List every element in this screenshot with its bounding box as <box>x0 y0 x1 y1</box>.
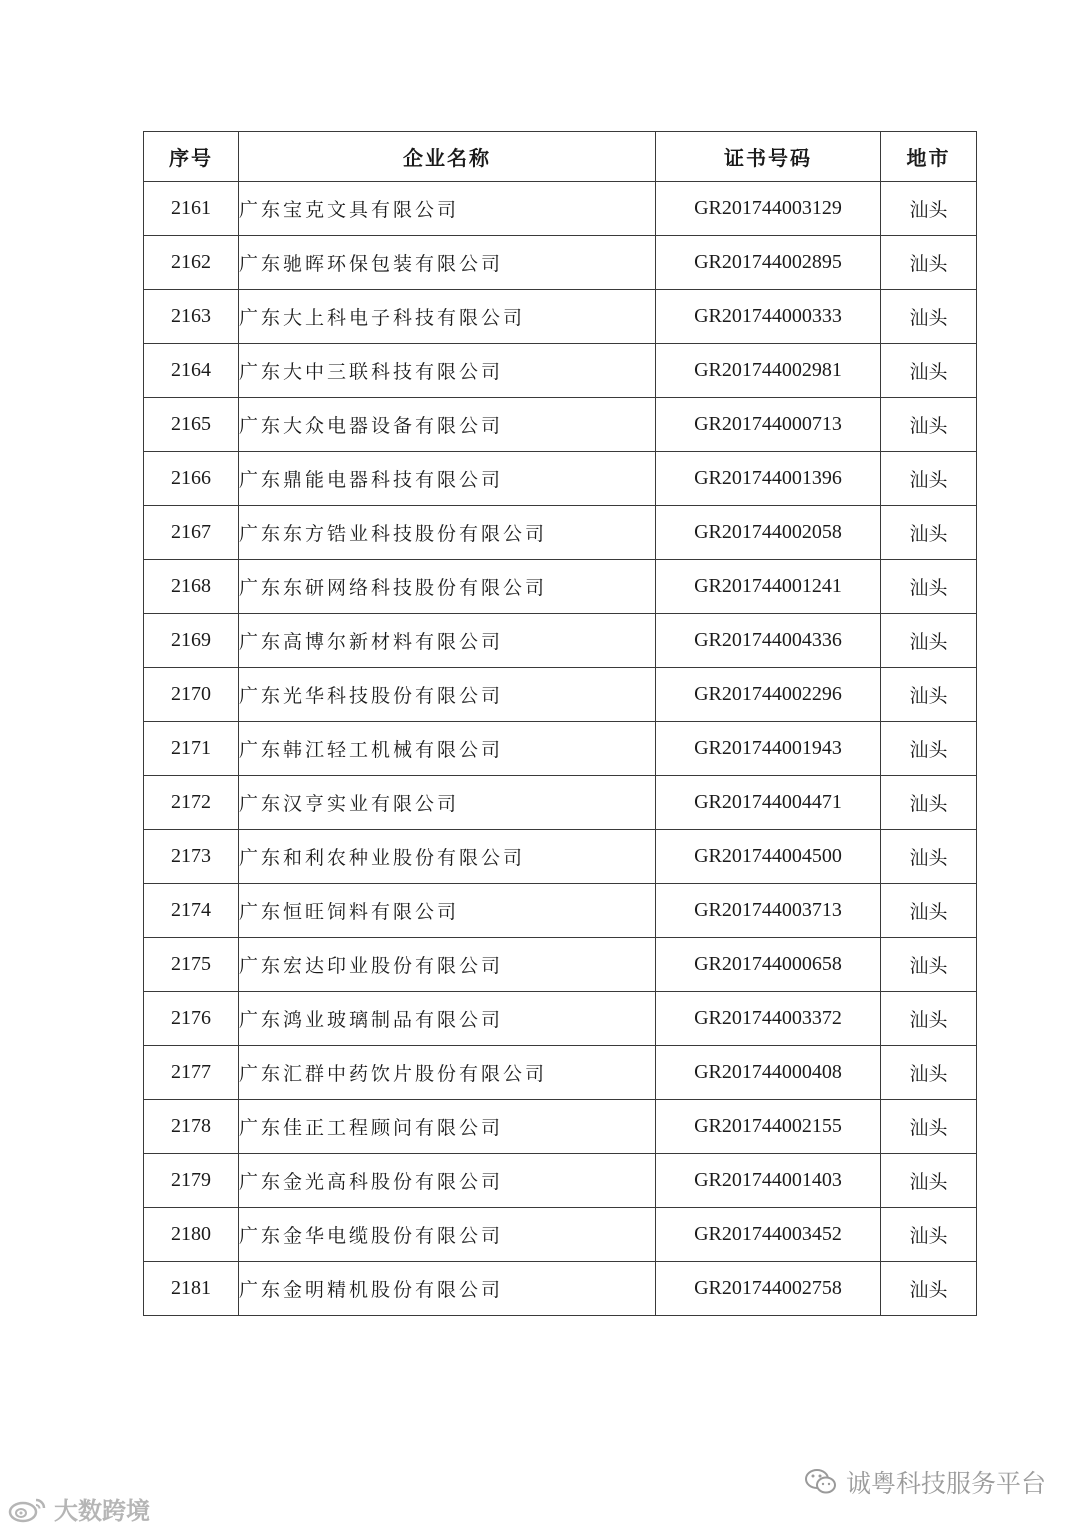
cell-certificate-number: GR201744001943 <box>656 722 881 776</box>
cell-company-name: 广东宝克文具有限公司 <box>239 182 656 236</box>
cell-seq: 2174 <box>144 884 239 938</box>
cell-city: 汕头 <box>881 1208 977 1262</box>
header-certificate-number: 证书号码 <box>656 132 881 182</box>
table-row <box>144 398 977 452</box>
table-row <box>144 722 977 776</box>
cell-company-name: 广东高博尔新材料有限公司 <box>239 614 656 668</box>
cell-seq: 2177 <box>144 1046 239 1100</box>
watermark-wechat-text: 诚粤科技服务平台 <box>845 1469 1046 1498</box>
cell-city: 汕头 <box>881 1100 977 1154</box>
watermark-weibo <box>6 1491 150 1526</box>
cell-seq: 2179 <box>144 1154 239 1208</box>
table-header <box>144 132 977 182</box>
cell-city: 汕头 <box>881 452 977 506</box>
cell-company-name: 广东恒旺饲料有限公司 <box>239 884 656 938</box>
cell-seq: 2168 <box>144 560 239 614</box>
header-row <box>144 132 977 182</box>
cell-company-name: 广东光华科技股份有限公司 <box>239 668 656 722</box>
table-row <box>144 290 977 344</box>
cell-certificate-number: GR201744003129 <box>656 182 881 236</box>
wechat-icon <box>804 1467 838 1497</box>
cell-seq: 2167 <box>144 506 239 560</box>
cell-certificate-number: GR201744000408 <box>656 1046 881 1100</box>
cell-company-name: 广东东方锆业科技股份有限公司 <box>239 506 656 560</box>
cell-city: 汕头 <box>881 992 977 1046</box>
table-row <box>144 182 977 236</box>
table-row <box>144 992 977 1046</box>
cell-certificate-number: GR201744002058 <box>656 506 881 560</box>
cell-city: 汕头 <box>881 776 977 830</box>
cell-company-name: 广东大中三联科技有限公司 <box>239 344 656 398</box>
cell-seq: 2162 <box>144 236 239 290</box>
cell-company-name: 广东大上科电子科技有限公司 <box>239 290 656 344</box>
table-row <box>144 938 977 992</box>
cell-company-name: 广东和利农种业股份有限公司 <box>239 830 656 884</box>
cell-certificate-number: GR201744002155 <box>656 1100 881 1154</box>
table-row <box>144 1046 977 1100</box>
cell-seq: 2171 <box>144 722 239 776</box>
cell-city: 汕头 <box>881 1262 977 1316</box>
cell-seq: 2169 <box>144 614 239 668</box>
weibo-icon <box>6 1495 50 1523</box>
cell-city: 汕头 <box>881 668 977 722</box>
cell-company-name: 广东鼎能电器科技有限公司 <box>239 452 656 506</box>
cell-company-name: 广东金华电缆股份有限公司 <box>239 1208 656 1262</box>
header-company-name: 企业名称 <box>239 132 656 182</box>
cell-company-name: 广东东研网络科技股份有限公司 <box>239 560 656 614</box>
cell-certificate-number: GR201744004336 <box>656 614 881 668</box>
table-row <box>144 452 977 506</box>
cell-seq: 2161 <box>144 182 239 236</box>
cell-company-name: 广东汇群中药饮片股份有限公司 <box>239 1046 656 1100</box>
cell-certificate-number: GR201744001403 <box>656 1154 881 1208</box>
cell-certificate-number: GR201744002895 <box>656 236 881 290</box>
watermark-wechat <box>804 1464 1046 1500</box>
cell-seq: 2178 <box>144 1100 239 1154</box>
header-seq: 序号 <box>144 132 239 182</box>
table-row <box>144 1208 977 1262</box>
cell-city: 汕头 <box>881 1154 977 1208</box>
cell-seq: 2175 <box>144 938 239 992</box>
cell-city: 汕头 <box>881 560 977 614</box>
cell-seq: 2176 <box>144 992 239 1046</box>
cell-city: 汕头 <box>881 398 977 452</box>
cell-seq: 2165 <box>144 398 239 452</box>
table-row <box>144 1262 977 1316</box>
cell-company-name: 广东金光高科股份有限公司 <box>239 1154 656 1208</box>
cell-city: 汕头 <box>881 290 977 344</box>
table-row <box>144 1100 977 1154</box>
cell-certificate-number: GR201744000333 <box>656 290 881 344</box>
watermark-weibo-text: 大数跨境 <box>54 1497 150 1525</box>
cell-certificate-number: GR201744003372 <box>656 992 881 1046</box>
table-row <box>144 830 977 884</box>
cell-certificate-number: GR201744001241 <box>656 560 881 614</box>
cell-seq: 2164 <box>144 344 239 398</box>
cell-city: 汕头 <box>881 830 977 884</box>
cell-seq: 2166 <box>144 452 239 506</box>
cell-seq: 2180 <box>144 1208 239 1262</box>
cell-company-name: 广东宏达印业股份有限公司 <box>239 938 656 992</box>
cell-seq: 2172 <box>144 776 239 830</box>
cell-seq: 2163 <box>144 290 239 344</box>
cell-seq: 2181 <box>144 1262 239 1316</box>
table-row <box>144 344 977 398</box>
table-row <box>144 668 977 722</box>
table-body <box>144 182 977 1316</box>
table-row <box>144 614 977 668</box>
cell-certificate-number: GR201744002296 <box>656 668 881 722</box>
cell-certificate-number: GR201744004500 <box>656 830 881 884</box>
cell-company-name: 广东驰晖环保包装有限公司 <box>239 236 656 290</box>
cell-city: 汕头 <box>881 938 977 992</box>
cell-company-name: 广东鸿业玻璃制品有限公司 <box>239 992 656 1046</box>
cell-certificate-number: GR201744000713 <box>656 398 881 452</box>
cell-certificate-number: GR201744001396 <box>656 452 881 506</box>
table-row <box>144 560 977 614</box>
table-row <box>144 776 977 830</box>
cell-certificate-number: GR201744002758 <box>656 1262 881 1316</box>
cell-company-name: 广东佳正工程顾问有限公司 <box>239 1100 656 1154</box>
cell-certificate-number: GR201744000658 <box>656 938 881 992</box>
cell-seq: 2173 <box>144 830 239 884</box>
cell-city: 汕头 <box>881 884 977 938</box>
cell-seq: 2170 <box>144 668 239 722</box>
table-row <box>144 1154 977 1208</box>
table-row <box>144 506 977 560</box>
cell-city: 汕头 <box>881 182 977 236</box>
cell-company-name: 广东金明精机股份有限公司 <box>239 1262 656 1316</box>
cell-city: 汕头 <box>881 614 977 668</box>
cell-certificate-number: GR201744002981 <box>656 344 881 398</box>
certificate-table <box>143 131 977 1316</box>
cell-city: 汕头 <box>881 722 977 776</box>
cell-certificate-number: GR201744003713 <box>656 884 881 938</box>
table-row <box>144 884 977 938</box>
cell-city: 汕头 <box>881 506 977 560</box>
cell-certificate-number: GR201744003452 <box>656 1208 881 1262</box>
cell-city: 汕头 <box>881 236 977 290</box>
cell-company-name: 广东韩江轻工机械有限公司 <box>239 722 656 776</box>
cell-city: 汕头 <box>881 1046 977 1100</box>
cell-city: 汕头 <box>881 344 977 398</box>
cell-certificate-number: GR201744004471 <box>656 776 881 830</box>
cell-company-name: 广东大众电器设备有限公司 <box>239 398 656 452</box>
table-row <box>144 236 977 290</box>
header-city: 地市 <box>881 132 977 182</box>
cell-company-name: 广东汉亨实业有限公司 <box>239 776 656 830</box>
